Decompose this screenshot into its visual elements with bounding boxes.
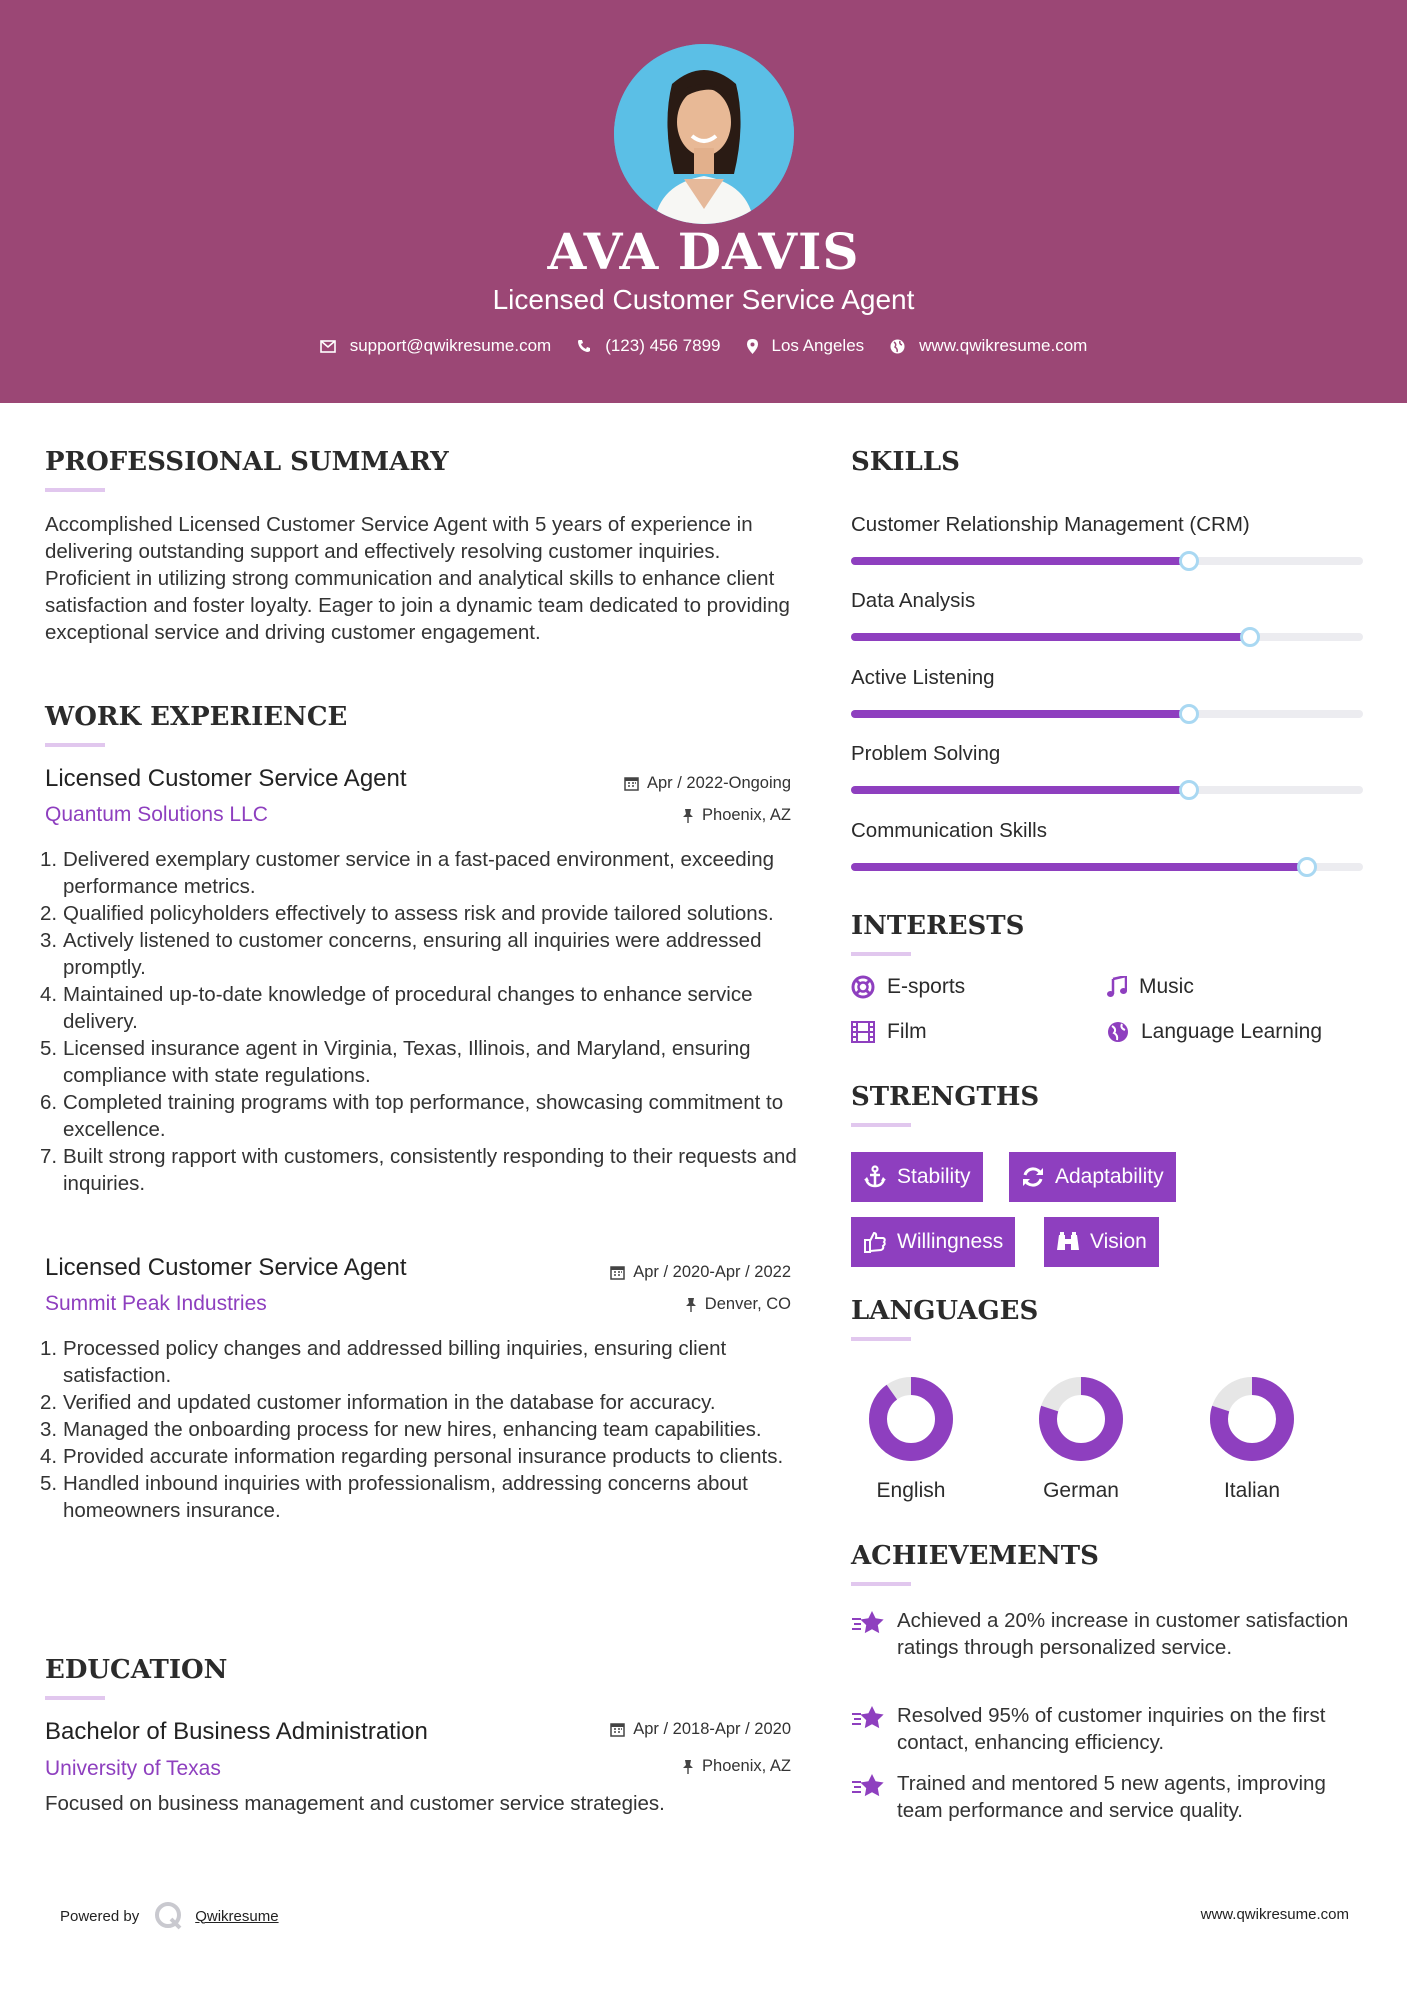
language-donut-arc (878, 1386, 944, 1452)
person-photo-icon (614, 44, 794, 224)
envelope-icon (320, 340, 336, 353)
map-pin-icon (747, 339, 758, 354)
powered-by-text: Powered by (60, 1907, 140, 1925)
strength-label: Willingness (897, 1230, 1004, 1253)
footer-powered-by (60, 1900, 279, 1932)
language-donut (1021, 1374, 1141, 1469)
strength-label: Adaptability (1055, 1165, 1164, 1188)
globe-icon (1107, 1021, 1129, 1043)
shooting-star-icon (851, 1772, 885, 1800)
contact-location (747, 336, 865, 356)
language-name: German (1043, 1479, 1119, 1502)
education-dates-text: Apr / 2018-Apr / 2020 (633, 1720, 791, 1738)
summary-text: Accomplished Licensed Customer Service Agent with 5 years of experience in delivering outstanding support and effectively resolving customer inquiries. Proficient in utilizing strong communication and analytical skills to enhance client satisfaction and foster loyalty. Eager to join a dynamic team dedicated to providing exceptional service and driving customer engagement. (45, 513, 790, 644)
strength-label: Stability (897, 1165, 971, 1188)
strength-tag (851, 1152, 983, 1202)
interest-label: Language Learning (1141, 1020, 1323, 1043)
skill-bar-knob (1240, 627, 1260, 647)
calendar-icon (610, 1265, 625, 1280)
interest-item (851, 975, 965, 999)
profile-photo (614, 44, 794, 224)
skill-name: Customer Relationship Management (CRM) (851, 513, 1250, 536)
job-bullet: 3. Actively listened to customer concerns, ensuring all inquiries were addressed promptly. (40, 929, 762, 979)
contact-bar (0, 336, 1407, 356)
job-company: Summit Peak Industries (45, 1292, 267, 1315)
job-bullets (40, 846, 800, 1197)
skill-bar (851, 710, 1363, 718)
skill-bar-knob (1179, 704, 1199, 724)
achievements-rule (851, 1582, 911, 1586)
interest-item (1107, 1020, 1322, 1044)
calendar-icon (610, 1722, 625, 1737)
candidate-name: AVA DAVIS (547, 222, 860, 281)
pushpin-icon (682, 1759, 694, 1774)
education-description: Focused on business management and customer service strategies. (45, 1792, 665, 1815)
language-name: English (876, 1479, 946, 1502)
contact-email[interactable] (320, 336, 552, 356)
shooting-star-icon (851, 1609, 885, 1637)
job-bullet: 4. Maintained up-to-date knowledge of procedural changes to enhance service delivery. (40, 983, 753, 1033)
skill-bar-fill (851, 710, 1189, 718)
music-note-icon (1107, 976, 1127, 998)
film-icon (851, 1021, 875, 1043)
job-bullet: 5. Licensed insurance agent in Virginia, Texas, Illinois, and Maryland, ensuring compliance with state regulations. (40, 1037, 751, 1087)
job-bullet: 1. Delivered exemplary customer service in a fast-paced environment, exceeding performance metrics. (40, 848, 775, 898)
education-degree: Bachelor of Business Administration (45, 1718, 428, 1745)
job-location-text: Phoenix, AZ (702, 806, 791, 824)
interest-label: E-sports (887, 975, 966, 998)
shooting-star-icon (851, 1704, 885, 1732)
strength-label: Vision (1090, 1230, 1147, 1253)
skills-heading: SKILLS (851, 447, 960, 477)
languages-rule (851, 1337, 911, 1341)
achievement-text: Achieved a 20% increase in customer satisfaction ratings through personalized service. (897, 1609, 1349, 1659)
qwikresume-link[interactable]: Qwikresume (195, 1907, 279, 1925)
achievement-text: Resolved 95% of customer inquiries on the first contact, enhancing efficiency. (897, 1704, 1326, 1754)
job-dates-text: Apr / 2020-Apr / 2022 (633, 1263, 791, 1281)
experience-rule (45, 743, 105, 747)
footer-url[interactable]: www.qwikresume.com (1200, 1906, 1349, 1923)
pushpin-icon (685, 1297, 697, 1312)
strengths-heading: STRENGTHS (851, 1082, 1040, 1112)
languages-heading: LANGUAGES (851, 1296, 1039, 1326)
skill-bar-knob (1179, 780, 1199, 800)
skill-bar-fill (851, 633, 1250, 641)
skill-bar (851, 633, 1363, 641)
contact-location-text: Los Angeles (771, 336, 865, 355)
globe-icon (890, 339, 905, 354)
skill-name: Problem Solving (851, 742, 1001, 765)
skill-bar-fill (851, 863, 1307, 871)
interest-label: Music (1139, 975, 1194, 998)
skill-name: Data Analysis (851, 589, 976, 612)
summary-heading: PROFESSIONAL SUMMARY (45, 447, 449, 477)
achievement-text: Trained and mentored 5 new agents, improving team performance and service quality. (897, 1772, 1326, 1822)
education-location (682, 1757, 791, 1776)
skill-bar-fill (851, 786, 1189, 794)
skill-bar-knob (1297, 857, 1317, 877)
job-dates (624, 774, 791, 793)
job-bullet: 3. Managed the onboarding process for new hires, enhancing team capabilities. (40, 1418, 762, 1441)
language-donut-chart (851, 1374, 971, 1464)
strength-tag (1044, 1217, 1159, 1267)
education-school: University of Texas (45, 1757, 221, 1780)
resume-header (0, 0, 1407, 403)
contact-website-text: www.qwikresume.com (919, 336, 1088, 355)
job-dates-text: Apr / 2022-Ongoing (646, 774, 791, 792)
education-rule (45, 1696, 105, 1700)
anchor-icon (863, 1165, 887, 1189)
skill-name: Communication Skills (851, 819, 1047, 842)
refresh-icon (1021, 1165, 1045, 1189)
achievement-item (851, 1607, 1371, 1661)
interest-label: Film (887, 1020, 927, 1043)
job-bullet: 1. Processed policy changes and addressed billing inquiries, ensuring client satisfaction. (40, 1337, 727, 1387)
experience-heading: WORK EXPERIENCE (45, 702, 348, 732)
skill-name: Active Listening (851, 666, 995, 689)
job-location (685, 1295, 791, 1314)
education-heading: EDUCATION (45, 1655, 228, 1685)
job-bullets (40, 1335, 800, 1524)
achievements-heading: ACHIEVEMENTS (851, 1541, 1099, 1571)
interest-item (1107, 975, 1194, 999)
job-dates (610, 1263, 791, 1282)
interests-heading: INTERESTS (851, 911, 1025, 941)
language-donut (851, 1374, 971, 1469)
phone-icon (577, 339, 591, 353)
contact-website[interactable] (890, 336, 1087, 356)
strengths-rule (851, 1123, 911, 1127)
interest-item (851, 1020, 927, 1044)
job-bullet: 2. Qualified policyholders effectively to assess risk and provide tailored solutions. (40, 902, 774, 925)
thumbs-up-icon (863, 1230, 887, 1254)
job-bullet: 2. Verified and updated customer information in the database for accuracy. (40, 1391, 716, 1414)
lifebuoy-icon (851, 975, 875, 999)
language-donut-chart (1021, 1374, 1141, 1464)
job-bullet: 5. Handled inbound inquiries with professionalism, addressing concerns about homeowners insurance. (40, 1472, 748, 1522)
candidate-title: Licensed Customer Service Agent (492, 284, 915, 315)
contact-phone-text: (123) 456 7899 (605, 336, 721, 355)
job-company: Quantum Solutions LLC (45, 803, 268, 826)
job-bullet: 7. Built strong rapport with customers, consistently responding to their requests and inquiries. (40, 1145, 797, 1195)
contact-email-text: support@qwikresume.com (349, 336, 552, 355)
skill-bar (851, 863, 1363, 871)
calendar-icon (624, 776, 639, 791)
pushpin-icon (682, 808, 694, 823)
job-bullet: 6. Completed training programs with top performance, showcasing commitment to excellence. (40, 1091, 784, 1141)
language-donut-chart (1192, 1374, 1312, 1464)
contact-phone[interactable] (577, 336, 720, 356)
job-location-text: Denver, CO (704, 1295, 791, 1313)
language-name: Italian (1223, 1479, 1281, 1502)
job-location (682, 806, 791, 825)
job-title: Licensed Customer Service Agent (45, 765, 407, 792)
skill-bar (851, 786, 1363, 794)
interests-rule (851, 952, 911, 956)
strength-tag (851, 1217, 1015, 1267)
summary-rule (45, 488, 105, 492)
binoculars-icon (1056, 1230, 1080, 1254)
education-dates (610, 1720, 791, 1739)
achievement-item (851, 1702, 1371, 1756)
job-title: Licensed Customer Service Agent (45, 1254, 407, 1281)
skill-bar (851, 557, 1363, 565)
job-bullet: 4. Provided accurate information regarding personal insurance products to clients. (40, 1445, 784, 1468)
skill-bar-fill (851, 557, 1189, 565)
qwikresume-logo-icon (153, 1900, 185, 1932)
achievement-item (851, 1770, 1371, 1824)
language-donut (1192, 1374, 1312, 1469)
strength-tag (1009, 1152, 1176, 1202)
skill-bar-knob (1179, 551, 1199, 571)
education-location-text: Phoenix, AZ (702, 1757, 791, 1775)
